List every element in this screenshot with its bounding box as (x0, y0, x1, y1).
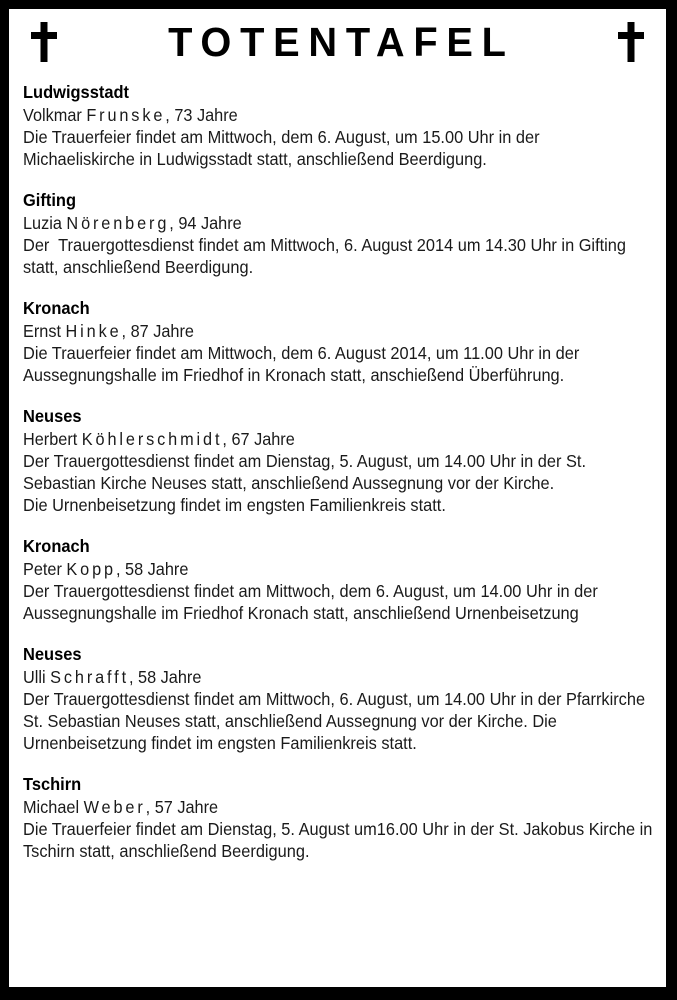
notice-text: Der Trauergottesdienst findet am Mittwoch, 6. August 2014 um 14.30 Uhr in Gifting statt, anschließend Beerdigung. (23, 235, 631, 277)
surname: Hinke (65, 321, 122, 341)
notice-place: Ludwigsstadt (23, 82, 130, 102)
obituary-notice (23, 535, 653, 624)
surname: Frunske (86, 105, 166, 125)
notice-place: Tschirn (23, 774, 82, 794)
obituary-notice (23, 405, 653, 516)
notice-person: Peter Kopp, 58 Jahre (23, 559, 189, 579)
notice-text: Die Trauerfeier findet am Dienstag, 5. August um16.00 Uhr in der St. Jakobus Kirche in Tschirn statt, anschließend Beerdigung. (23, 819, 657, 861)
notice-text: Die Trauerfeier findet am Mittwoch, dem 6. August, um 15.00 Uhr in der Michaeliskirche in Ludwigsstadt statt, anschließend Beerdigung. (23, 127, 545, 169)
notice-place: Kronach (23, 298, 90, 318)
latin-cross-icon-right (618, 22, 644, 62)
notice-person: Herbert Köhlerschmidt, 67 Jahre (23, 429, 295, 449)
notice-person: Ernst Hinke, 87 Jahre (23, 321, 194, 341)
notice-place: Kronach (23, 536, 90, 556)
surname: Schrafft (50, 667, 129, 687)
obituary-page (8, 8, 667, 988)
notice-text: Der Trauergottesdienst findet am Dienstag, 5. August, um 14.00 Uhr in der St. Sebastian Kirche Neuses statt, anschließend Aussegnung vor der Kirche. (23, 451, 591, 493)
surname: Weber (83, 797, 146, 817)
obituary-notice (23, 81, 653, 170)
notice-person: Luzia Nörenberg, 94 Jahre (23, 213, 242, 233)
notice-text: Der Trauergottesdienst findet am Mittwoch, dem 6. August, um 14.00 Uhr in der Aussegnungshalle im Friedhof Kronach statt, anschließend Urnenbeisetzung (23, 581, 602, 623)
notice-place: Gifting (23, 190, 76, 210)
obituary-notice (23, 189, 653, 278)
notice-place: Neuses (23, 644, 82, 664)
notice-person: Michael Weber, 57 Jahre (23, 797, 219, 817)
obituary-notice (23, 643, 653, 754)
surname: Köhlerschmidt (81, 429, 223, 449)
notice-place: Neuses (23, 406, 82, 426)
masthead (9, 9, 666, 71)
surname: Kopp (66, 559, 116, 579)
notice-text: Die Trauerfeier findet am Mittwoch, dem 6. August 2014, um 11.00 Uhr in der Aussegnungshalle im Friedhof in Kronach statt, anschießend Überführung. (23, 343, 583, 385)
latin-cross-icon-left (31, 22, 57, 62)
notice-text: Der Trauergottesdienst findet am Mittwoch, 6. August, um 14.00 Uhr in der Pfarrkirche St. Sebastian Neuses statt, anschließend Aussegnung vor der Kirche. Die Urnenbeisetzung findet im engsten Familienkreis statt. (23, 689, 650, 753)
notice-person: Ulli Schrafft, 58 Jahre (23, 667, 202, 687)
page-title: TOTENTAFEL (168, 19, 515, 65)
obituary-notice (23, 297, 653, 386)
notice-person: Volkmar Frunske, 73 Jahre (23, 105, 238, 125)
surname: Nörenberg (66, 213, 170, 233)
obituary-notice (23, 773, 657, 862)
notice-text: Die Urnenbeisetzung findet im engsten Familienkreis statt. (23, 495, 446, 515)
obituary-list (9, 71, 666, 862)
